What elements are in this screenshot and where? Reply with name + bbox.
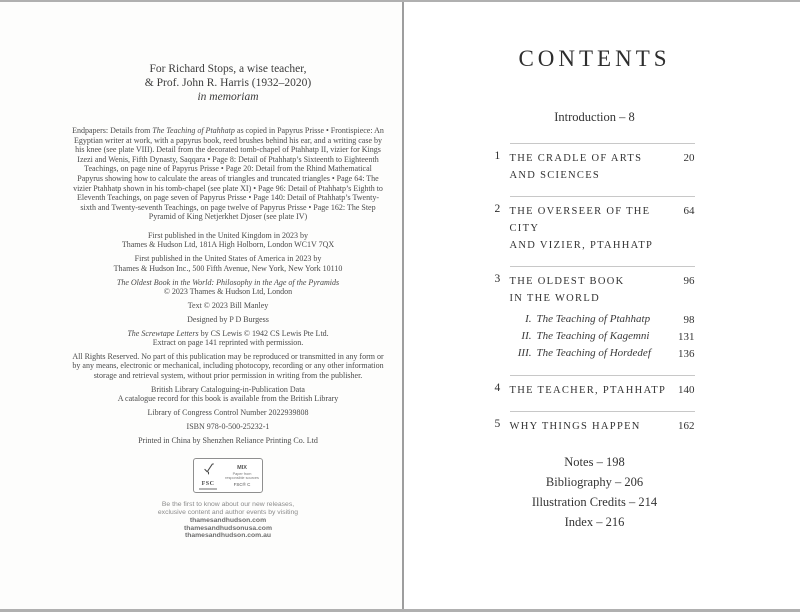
toc-entry bbox=[495, 411, 695, 435]
toc-entry-number: 3 bbox=[494, 273, 501, 285]
illustration-credits-paragraph: Endpapers: Details from The Teaching of Ptahhatp as copied in Papyrus Prisse • Frontispiece: An Egyptian writer at work, with a papyrus book, reed brushes behind his ear, and a writing case by his knee (see plate VIII). Detail from the decorated tomb-chapel of Ptahhatp II, vizier for Kings Izezi and Wenis, Fifth Dynasty, Saqqara • Page 8: Detail of Ptahhatp’s Sixteenth to Eighteenth Teachings, on page nine of Papyrus Prisse • Page 20: Detail from the Rhind Mathematical Papyrus showing how to calculate the areas of triangles and truncated triangles • Page 64: The vizier Ptahhatp shown in his tomb-chapel (see plate XI) • Page 96: Detail of Ptahhatp’s Eighth to Eleventh Teachings, on page seven of Papyrus Prisse • Page 140: Detail of Ptahhatp’s Twenty-sixth and Twenty-seventh Teachings, on page twelve of Papyrus Prisse • Page 162: The Step Pyramid of King Netjerkhet Djoser (see plate IV) bbox=[72, 126, 384, 222]
fsc-acronym: FSC bbox=[201, 480, 215, 487]
toc-subentry: II. The Teaching of Kagemni 131 bbox=[510, 329, 695, 346]
dedication-line: For Richard Stops, a wise teacher, bbox=[149, 63, 307, 75]
toc-entry-number: 5 bbox=[494, 418, 501, 430]
fsc-tree-icon bbox=[202, 462, 215, 480]
toc-entry-title: WHY THINGS HAPPEN bbox=[509, 421, 641, 432]
toc-entry-page: 140 bbox=[678, 384, 695, 396]
fsc-paper-label: Paper from responsible sources bbox=[225, 471, 259, 480]
toc-entry bbox=[495, 196, 695, 254]
fsc-mix-label: MIX bbox=[237, 464, 247, 471]
dedication-memoriam: in memoriam bbox=[197, 91, 259, 103]
toc-subentry: III. The Teaching of Hordedef 136 bbox=[510, 346, 695, 363]
toc-entry-page: 20 bbox=[683, 152, 695, 164]
publisher-url: thamesandhudsonusa.com bbox=[184, 524, 272, 532]
loc-number: Library of Congress Control Number 2022939808 bbox=[147, 408, 309, 418]
toc-subentries bbox=[510, 312, 695, 363]
isbn: ISBN 978-0-500-25232-1 bbox=[186, 421, 270, 431]
toc-entry-title: THE OLDEST BOOK IN THE WORLD bbox=[509, 276, 625, 304]
back-matter-item: Notes – 198 bbox=[564, 455, 625, 469]
screwtape-permission: The Screwtape Letters by CS Lewis © 1942 CS Lewis Pte Ltd. Extract on page 141 reprinted with permission. bbox=[127, 328, 329, 348]
text-copyright: Text © 2023 Bill Manley bbox=[187, 300, 269, 310]
imprint-block bbox=[68, 231, 388, 445]
dedication-line: & Prof. John R. Harris (1932–2020) bbox=[144, 77, 312, 89]
toc-entry-title: THE CRADLE OF ARTS AND SCIENCES bbox=[509, 153, 643, 181]
imprint-us: First published in the United States of America in 2023 by Thames & Hudson Inc., 500 Fifth Avenue, New York, New York 10110 bbox=[113, 254, 343, 273]
british-library-note: British Library Cataloguing-in-Publication Data A catalogue record for this book is available from the British Library bbox=[117, 384, 339, 404]
back-matter-item: Illustration Credits – 214 bbox=[531, 495, 658, 509]
toc-entry bbox=[495, 143, 695, 184]
book-copyright: © 2023 Thames & Hudson Ltd, London bbox=[163, 286, 293, 296]
toc-subentry-page: 98 bbox=[683, 314, 695, 326]
toc-entry-number: 2 bbox=[494, 203, 501, 215]
contents-intro-entry: Introduction – 8 bbox=[554, 110, 635, 124]
toc-entry-title: THE OVERSEER OF THE CITY AND VIZIER, PTAHHATP bbox=[509, 206, 654, 251]
fsc-url-line bbox=[199, 488, 217, 490]
toc-entry-page: 96 bbox=[683, 275, 695, 287]
toc-subentry-page: 131 bbox=[678, 331, 695, 343]
toc-subentry-page: 136 bbox=[678, 348, 695, 360]
publisher-url: thamesandhudson.com.au bbox=[184, 532, 272, 540]
page-title: CONTENTS bbox=[518, 46, 671, 71]
dedication bbox=[68, 62, 388, 104]
printer-note: Printed in China by Shenzhen Reliance Printing Co. Ltd bbox=[138, 435, 318, 445]
publisher-promo: Be the first to know about our new releases, exclusive content and author events by visiting thamesandhudson.com thamesandhudsonusa.com thamesandhudson.com.au bbox=[68, 501, 388, 540]
toc-entry bbox=[495, 375, 695, 399]
toc-subentry: I. The Teaching of Ptahhatp 98 bbox=[510, 312, 695, 329]
toc-entry-page: 64 bbox=[683, 205, 695, 217]
toc-entry-page: 162 bbox=[678, 420, 695, 432]
back-matter-list bbox=[424, 455, 765, 530]
imprint-title-copyright bbox=[68, 278, 388, 297]
fsc-certification-label bbox=[193, 458, 263, 493]
toc-entry-title: THE TEACHER, PTAHHATP bbox=[509, 385, 667, 396]
contents-page bbox=[404, 2, 800, 609]
designer-credit: Designed by P D Burgess bbox=[187, 314, 269, 324]
back-matter-item: Index – 216 bbox=[564, 515, 625, 529]
toc-entry bbox=[495, 266, 695, 363]
back-matter-item: Bibliography – 206 bbox=[545, 475, 644, 489]
rights-notice: All Rights Reserved. No part of this publication may be reproduced or transmitted in any form or by any means, electronic or mechanical, including photocopy, recording or any other information storage and retrieval system, without prior permission in writing from the publisher. bbox=[72, 352, 384, 380]
imprint-uk: First published in the United Kingdom in 2023 by Thames & Hudson Ltd, 181A High Holborn, London WC1V 7QX bbox=[121, 230, 335, 250]
book-title: The Oldest Book in the World: Philosophy in the Age of the Pyramids bbox=[116, 277, 340, 287]
copyright-page bbox=[0, 2, 402, 609]
publisher-url: thamesandhudson.com bbox=[189, 516, 267, 524]
table-of-contents bbox=[495, 143, 695, 435]
fsc-cert-code: FSC® C bbox=[233, 481, 251, 487]
toc-entry-number: 1 bbox=[494, 150, 501, 162]
toc-entry-number: 4 bbox=[494, 382, 501, 394]
